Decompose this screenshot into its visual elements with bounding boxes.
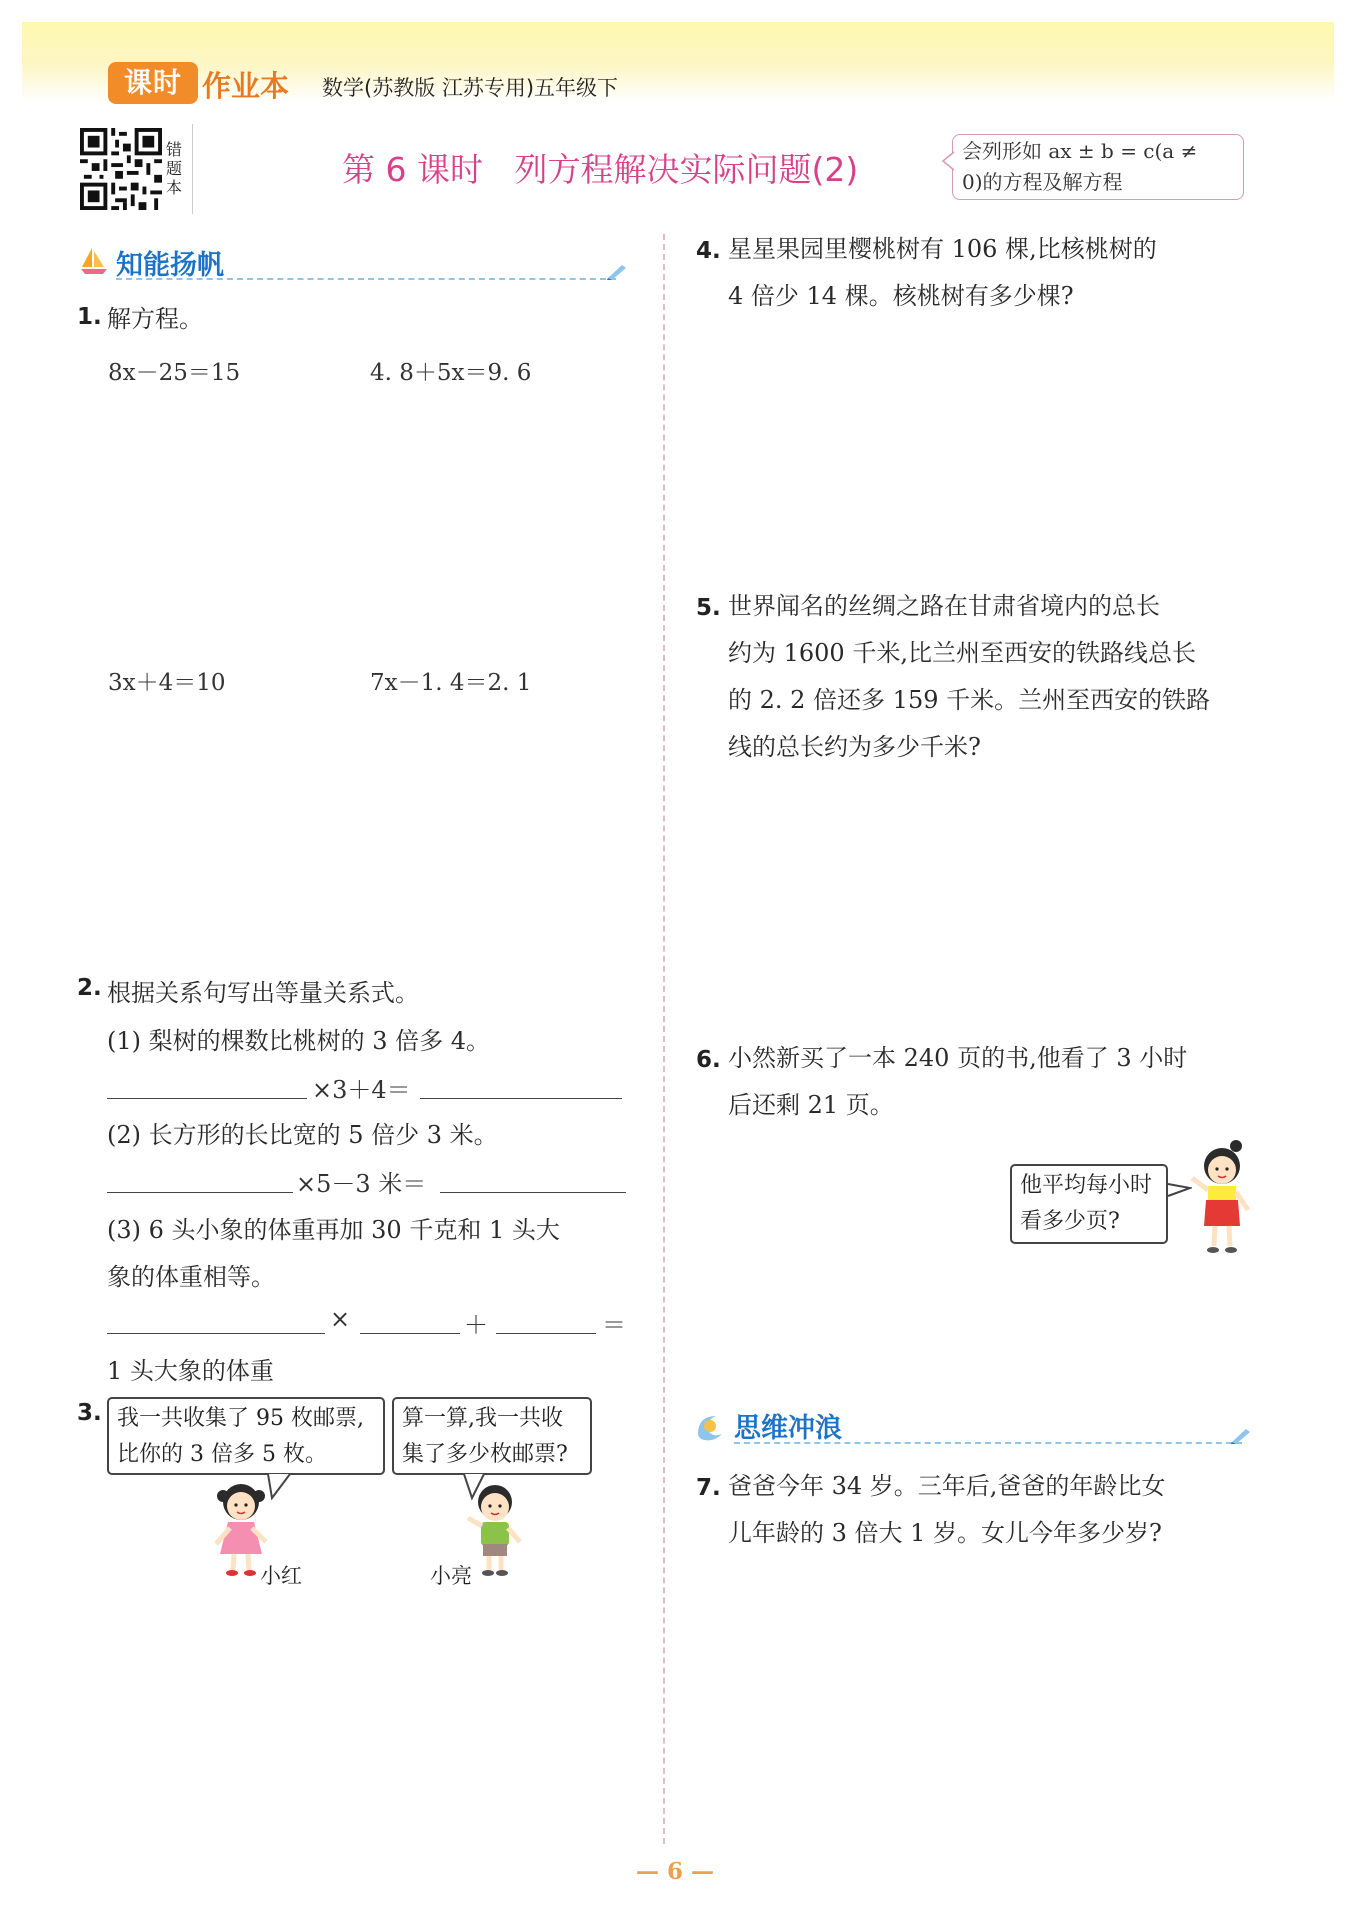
q1-equation-b: 4. 8＋5x＝9. 6 (370, 360, 532, 386)
q3-bubble-girl (107, 1397, 385, 1475)
q5-line4: 线的总长约为多少千米? (728, 733, 981, 761)
q3-bubble-girl-line1: 我一共收集了 95 枚邮票, (117, 1406, 364, 1431)
lesson-title: 第 6 课时 列方程解决实际问题(2) (342, 150, 859, 189)
q4-line1: 星星果园里樱桃树有 106 棵,比核桃树的 (728, 235, 1157, 263)
q5-text (728, 583, 1268, 771)
q2-part1-blank-right[interactable] (420, 1098, 622, 1099)
q2-part3-eq: ＝ (602, 1311, 626, 1339)
q2-part3-line1: (3) 6 头小象的体重再加 30 千克和 1 头大 (107, 1216, 560, 1244)
q2-part2-mid: ×5－3 米＝ (296, 1170, 427, 1198)
q1-equation-d: 7x－1. 4＝2. 1 (370, 670, 532, 696)
section-underline-advanced (734, 1442, 1242, 1444)
q2-part2-blank-left[interactable] (107, 1192, 293, 1193)
q6-text (728, 1035, 1268, 1129)
wrong-book-label: 错题本 (166, 140, 183, 197)
q3-bubble-boy (392, 1397, 592, 1475)
q3-bubble-boy-line1: 算一算,我一共收 (402, 1406, 563, 1431)
brand-name: 作业本 (202, 69, 290, 103)
q4-line2: 4 倍少 14 棵。核桃树有多少棵? (728, 282, 1074, 310)
q6-line1: 小然新买了一本 240 页的书,他看了 3 小时 (728, 1044, 1188, 1072)
q6-number: 6. (696, 1047, 721, 1073)
q5-line1: 世界闻名的丝绸之路在甘肃省境内的总长 (728, 592, 1160, 620)
q6-line2: 后还剩 21 页。 (728, 1091, 894, 1119)
q2-number: 2. (77, 975, 102, 1001)
q1-equation-c: 3x＋4＝10 (108, 670, 226, 696)
q7-number: 7. (696, 1475, 721, 1501)
q6-bubble (1010, 1164, 1168, 1244)
q1-text: 解方程。 (107, 305, 203, 333)
q3-bubble-boy-line2: 集了多少枚邮票? (402, 1442, 568, 1467)
goal-pointer-icon (940, 150, 956, 172)
q4-text (728, 226, 1258, 320)
q5-number: 5. (696, 595, 721, 621)
q2-part1: (1) 梨树的棵数比桃树的 3 倍多 4。 (107, 1027, 491, 1055)
q2-part3-blank-3[interactable] (496, 1333, 596, 1334)
q7-line2: 儿年龄的 3 倍大 1 岁。女儿今年多少岁? (728, 1519, 1162, 1547)
girl-name: 小红 (260, 1564, 302, 1588)
q2-part3-blank-2[interactable] (360, 1333, 460, 1334)
q2-part2-blank-right[interactable] (440, 1192, 626, 1193)
boy-name: 小亮 (430, 1564, 472, 1588)
pen-icon (606, 262, 628, 280)
q6-bubble-line1: 他平均每小时 (1020, 1173, 1153, 1198)
sailboat-icon (78, 245, 110, 277)
q2-text: 根据关系句写出等量关系式。 (107, 979, 419, 1007)
pen-icon-2 (1230, 1426, 1252, 1444)
q7-line1: 爸爸今年 34 岁。三年后,爸爸的年龄比女 (728, 1472, 1166, 1500)
q7-text (728, 1463, 1268, 1557)
goal-line-2: 0)的方程及解方程 (962, 170, 1123, 194)
q1-number: 1. (77, 304, 102, 330)
q1-equation-a: 8x－25＝15 (108, 360, 241, 386)
book-info: 数学(苏教版 江苏专用)五年级下 (322, 76, 619, 100)
q2-part3-blank-1[interactable] (107, 1333, 325, 1334)
q2-part3-line2: 象的体重相等。 (107, 1263, 275, 1291)
section-underline-basic (116, 278, 616, 280)
q6-bubble-line2: 看多少页? (1020, 1209, 1120, 1234)
q3-number: 3. (77, 1400, 102, 1426)
section-title-advanced: 思维冲浪 (734, 1413, 842, 1444)
section-title-basic: 知能扬帆 (116, 250, 224, 281)
q2-part3-times: × (330, 1305, 351, 1333)
q5-line2: 约为 1600 千米,比兰州至西安的铁路线总长 (728, 639, 1196, 667)
learning-goal-text (962, 136, 1238, 198)
q5-line3: 的 2. 2 倍还多 159 千米。兰州至西安的铁路 (728, 686, 1211, 714)
q4-number: 4. (696, 238, 721, 264)
q2-part1-blank-left[interactable] (107, 1098, 307, 1099)
q2-part1-mid: ×3＋4＝ (312, 1076, 411, 1104)
qr-divider (192, 124, 193, 214)
q3-bubble-girl-line2: 比你的 3 倍多 5 枚。 (117, 1442, 327, 1467)
q2-part3-plus: ＋ (464, 1311, 488, 1339)
q2-part3-tail: 1 头大象的体重 (107, 1357, 274, 1385)
page-number: — 6 — (635, 1858, 715, 1885)
qr-code-icon[interactable] (80, 128, 162, 210)
boy-xiaoran-icon (1186, 1138, 1258, 1258)
goal-line-1: 会列形如 ax ± b = c(a ≠ (962, 139, 1198, 163)
surf-wave-icon (694, 1410, 726, 1442)
q2-part2: (2) 长方形的长比宽的 5 倍少 3 米。 (107, 1121, 498, 1149)
brand-badge: 课时 (108, 62, 198, 104)
column-divider (663, 234, 665, 1844)
